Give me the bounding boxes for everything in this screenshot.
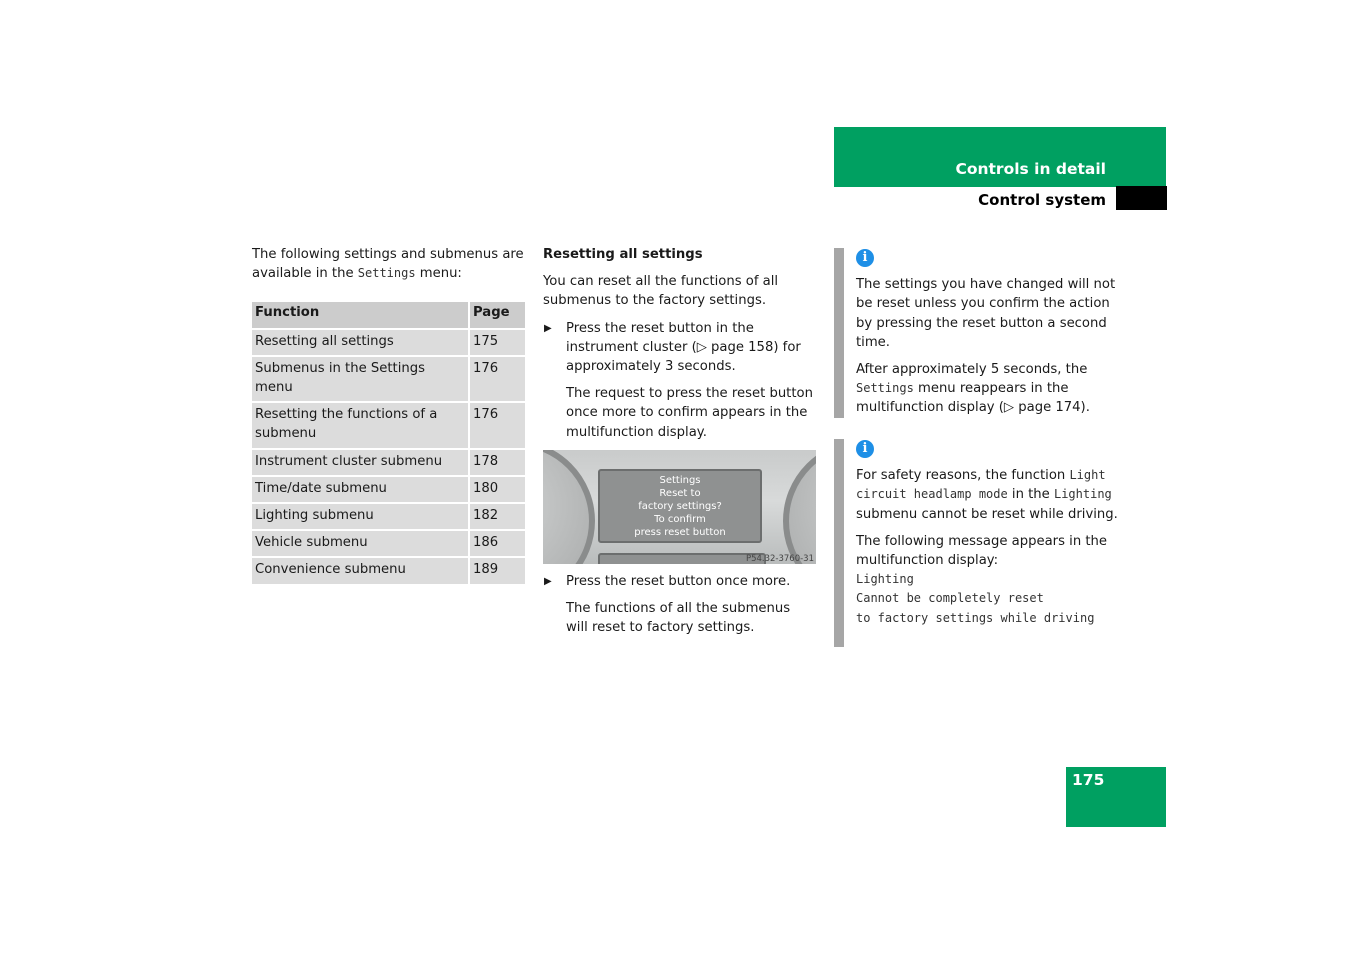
note-text-part: menu reappears in the multifunction display (▷ page 174). (856, 381, 1090, 416)
display-message-line: Cannot be completely reset (856, 591, 1044, 606)
column-header-page: Page (468, 302, 525, 327)
page-cell: 176 (468, 401, 525, 447)
table-row (252, 502, 525, 529)
step-note: The request to press the reset button once more to confirm appears in the multifunction display. (566, 386, 813, 440)
note-text: The settings you have changed will not be reset unless you confirm the action by pressing the reset button a second time. (856, 277, 1116, 350)
table-row (252, 401, 525, 447)
function-cell: Instrument cluster submenu (252, 448, 468, 475)
table-row (252, 529, 525, 556)
info-icon: i (856, 249, 874, 267)
subsection-title: Control system (978, 191, 1106, 209)
function-name: Light circuit headlamp mode (856, 468, 1106, 502)
multifunction-display (598, 469, 762, 543)
step-text: Press the reset button once more. (566, 573, 791, 589)
function-cell: Convenience submenu (252, 556, 468, 583)
column-header-function: Function (252, 302, 468, 327)
intro-text (252, 245, 525, 283)
display-message-line: Lighting (856, 572, 914, 587)
section-heading: Resetting all settings (543, 247, 703, 262)
function-cell: Vehicle submenu (252, 529, 468, 556)
note-bar (834, 248, 844, 418)
step-note: The functions of all the submenus will reset to factory settings. (566, 601, 791, 636)
page-cell: 176 (468, 355, 525, 401)
header-black-tab (1116, 186, 1167, 210)
instrument-cluster-image (543, 450, 816, 564)
note-text-part: submenu cannot be reset while driving. (856, 506, 1118, 522)
page-number: 175 (1072, 771, 1105, 789)
info-note (834, 248, 1124, 418)
step-item (543, 319, 816, 377)
reset-intro-text: You can reset all the functions of all submenus to the factory settings. (543, 274, 779, 309)
intro-before: The following settings and submenus are available in the (252, 247, 524, 282)
step-arrow-icon: ▶ (544, 322, 552, 334)
function-cell: Resetting all settings (252, 328, 468, 355)
page-cell: 189 (468, 556, 525, 583)
note-text (856, 360, 1124, 418)
function-cell: Submenus in the Settings menu (252, 355, 468, 401)
right-gauge (783, 450, 816, 564)
page-cell: 178 (468, 448, 525, 475)
step-item (543, 572, 816, 591)
left-gauge (543, 450, 595, 564)
display-message-line: to factory settings while driving (856, 610, 1095, 625)
intro-after: menu: (415, 266, 462, 282)
display-line: Reset to (659, 487, 701, 499)
note-text-part: After approximately 5 seconds, the (856, 362, 1088, 378)
settings-table (252, 302, 525, 583)
info-note (834, 439, 1124, 647)
submenu-name: Lighting (1053, 487, 1112, 502)
table-row (252, 355, 525, 401)
step-text: Press the reset button in the instrument cluster (▷ page 158) for approximately 3 seconds. (566, 320, 801, 375)
display-line: To confirm (654, 513, 706, 525)
function-cell: Lighting submenu (252, 502, 468, 529)
page-cell: 175 (468, 328, 525, 355)
table-row (252, 475, 525, 502)
menu-name: Settings (856, 381, 914, 396)
left-column (252, 245, 525, 584)
function-cell: Time/date submenu (252, 475, 468, 502)
table-row (252, 328, 525, 355)
table-header-row (252, 302, 525, 327)
settings-menu-name: Settings (357, 266, 416, 281)
note-bar (834, 439, 844, 647)
middle-column (543, 245, 816, 637)
note-text (856, 466, 1124, 524)
function-cell: Resetting the functions of a submenu (252, 401, 468, 447)
image-code: P54.32-3760-31 (745, 553, 814, 564)
display-line: press reset button (634, 526, 726, 538)
table-row (252, 556, 525, 583)
display-line: Settings (659, 474, 701, 486)
page-cell: 182 (468, 502, 525, 529)
step-arrow-icon: ▶ (544, 575, 552, 587)
note-text-part: in the (1007, 487, 1054, 503)
note-text-part: For safety reasons, the function (856, 468, 1070, 484)
info-icon: i (856, 440, 874, 458)
page-cell: 186 (468, 529, 525, 556)
section-title: Controls in detail (955, 160, 1106, 178)
note-text: The following message appears in the multifunction display: (856, 533, 1108, 569)
lower-display (598, 553, 766, 564)
table-row (252, 448, 525, 475)
display-line: factory settings? (638, 500, 722, 512)
page-cell: 180 (468, 475, 525, 502)
